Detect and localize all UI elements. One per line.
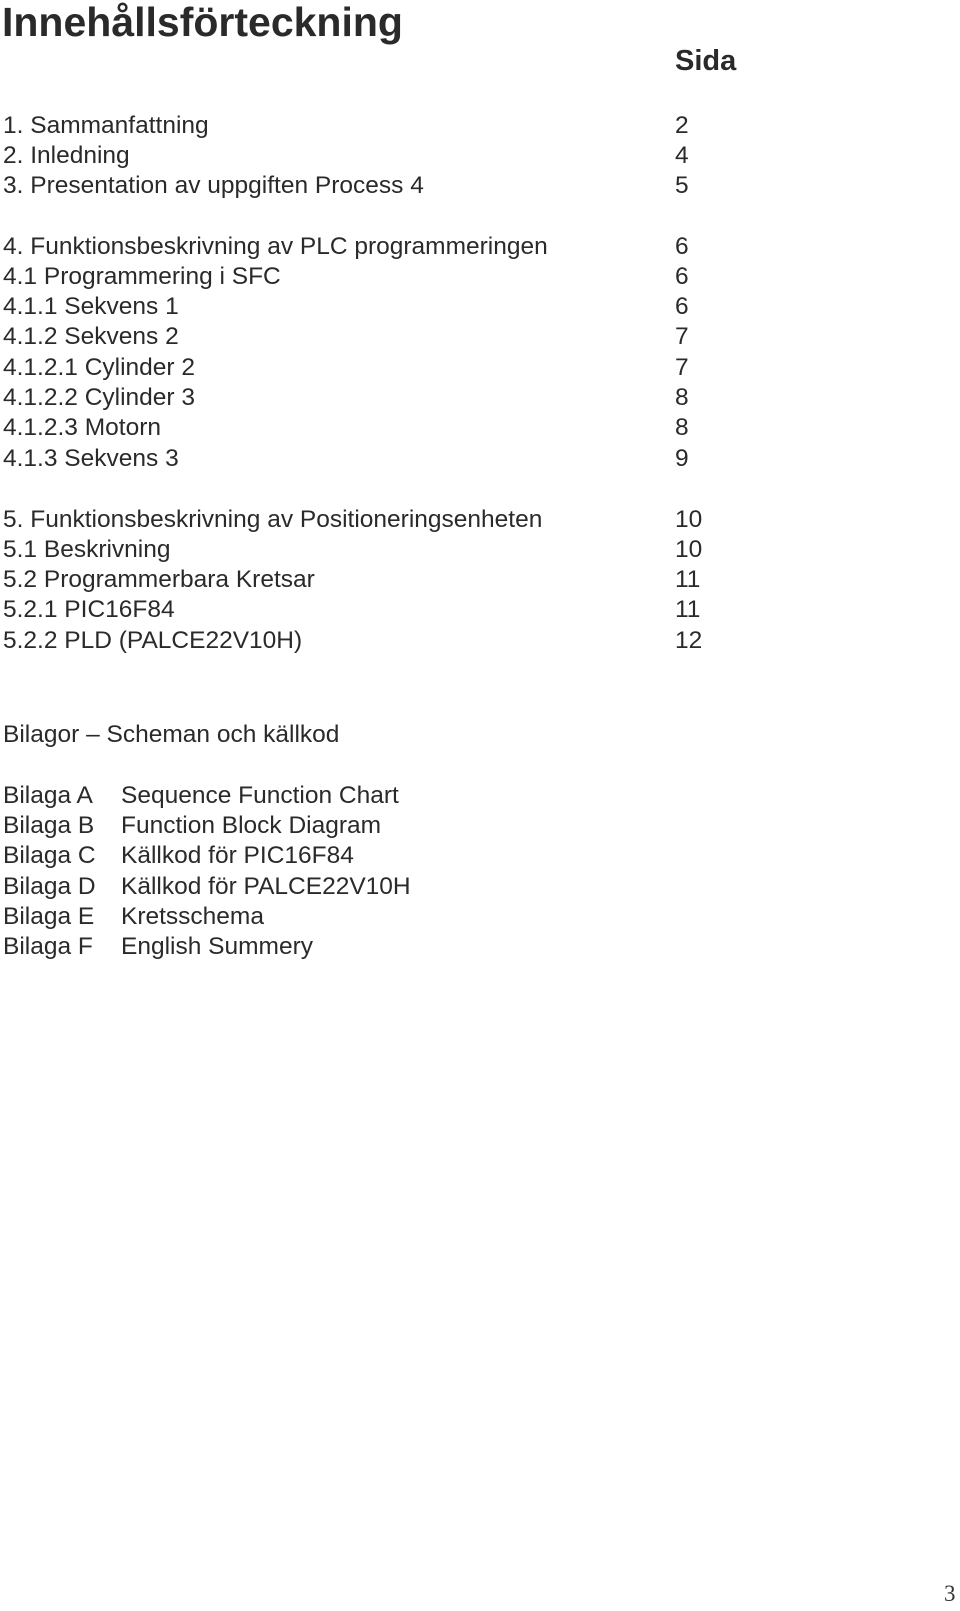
- toc-entry-page: 8: [675, 414, 689, 441]
- toc-entry-label: 5.2.1 PIC16F84: [3, 596, 175, 623]
- toc-entry-label: 4.1.2.1 Cylinder 2: [3, 354, 196, 381]
- toc-entry-page: 10: [675, 536, 703, 563]
- appendix-letter: Bilaga C: [3, 842, 96, 869]
- appendix-letter: Bilaga F: [3, 933, 93, 960]
- appendix-title: English Summery: [121, 933, 313, 960]
- page-number: 3: [944, 1581, 956, 1606]
- toc-entry-label: 5.2.2 PLD (PALCE22V10H): [3, 627, 303, 654]
- toc-entry-label: 1. Sammanfattning: [3, 112, 209, 139]
- toc-entry-page: 4: [675, 142, 689, 169]
- page-column-header: Sida: [675, 45, 737, 77]
- toc-entry-page: 6: [675, 233, 689, 260]
- appendix-title: Sequence Function Chart: [121, 782, 399, 809]
- toc-entry-label: 4. Funktionsbeskrivning av PLC programmeringen: [3, 233, 548, 260]
- toc-entry-label: 4.1 Programmering i SFC: [3, 263, 281, 290]
- appendix-letter: Bilaga A: [3, 782, 93, 809]
- toc-entry-page: 12: [675, 627, 703, 654]
- toc-entry-label: 4.1.2.3 Motorn: [3, 414, 161, 441]
- toc-entry-label: 5.1 Beskrivning: [3, 536, 171, 563]
- page-title: Innehållsförteckning: [2, 0, 403, 45]
- toc-entry-label: 4.1.1 Sekvens 1: [3, 293, 179, 320]
- appendix-letter: Bilaga B: [3, 812, 95, 839]
- toc-entry-label: 4.1.2 Sekvens 2: [3, 323, 179, 350]
- appendix-title: Källkod för PIC16F84: [121, 842, 354, 869]
- toc-entry-page: 11: [675, 566, 701, 593]
- appendix-title: Function Block Diagram: [121, 812, 382, 839]
- toc-entry-page: 10: [675, 506, 703, 533]
- appendix-letter: Bilaga D: [3, 873, 96, 900]
- toc-entry-label: 3. Presentation av uppgiften Process 4: [3, 172, 424, 199]
- toc-entry-page: 2: [675, 112, 689, 139]
- toc-entry-page: 6: [675, 263, 689, 290]
- toc-entry-page: 6: [675, 293, 689, 320]
- appendix-heading: Bilagor – Scheman och källkod: [3, 721, 340, 748]
- toc-entry-page: 5: [675, 172, 689, 199]
- toc-entry-label: 5.2 Programmerbara Kretsar: [3, 566, 315, 593]
- appendix-title: Källkod för PALCE22V10H: [121, 873, 411, 900]
- toc-entry-page: 7: [675, 323, 689, 350]
- toc-entry-label: 5. Funktionsbeskrivning av Positioneringsenheten: [3, 506, 543, 533]
- toc-entry-page: 8: [675, 384, 689, 411]
- toc-entry-label: 4.1.2.2 Cylinder 3: [3, 384, 196, 411]
- toc-entry-page: 11: [675, 596, 701, 623]
- toc-entry-label: 2. Inledning: [3, 142, 130, 169]
- appendix-title: Kretsschema: [121, 903, 264, 930]
- toc-entry-page: 7: [675, 354, 689, 381]
- toc-entry-page: 9: [675, 445, 689, 472]
- appendix-letter: Bilaga E: [3, 903, 95, 930]
- toc-entry-label: 4.1.3 Sekvens 3: [3, 445, 179, 472]
